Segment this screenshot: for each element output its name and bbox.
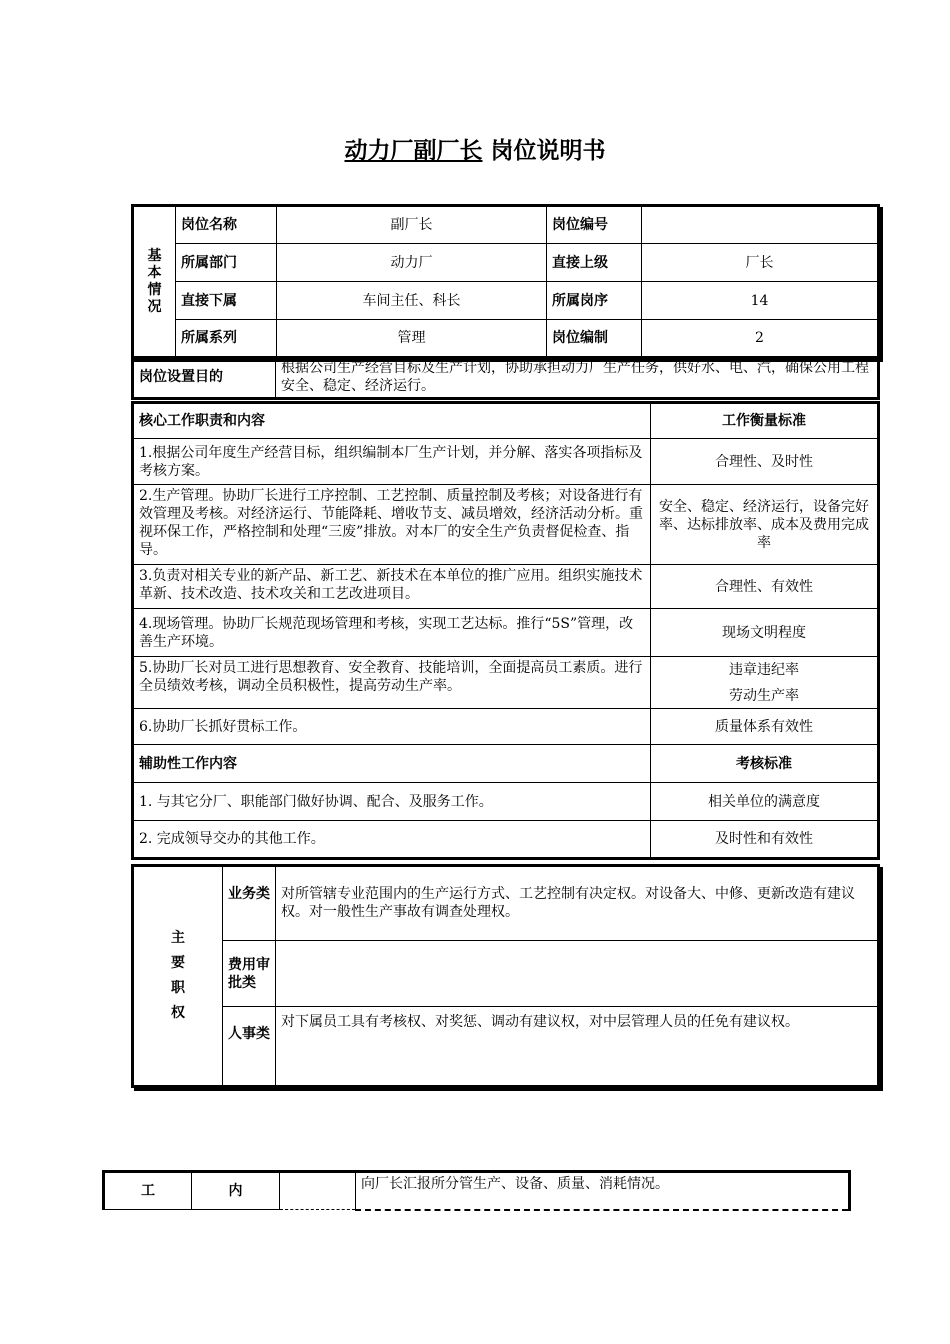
core-standard: 合理性、有效性: [651, 565, 879, 609]
reporting-table: [102, 1170, 851, 1211]
core-item: 5.协助厂长对员工进行思想教育、安全教育、技能培训，全面提高员工素质。进行全员绩效考核，调动全员积极性，提高劳动生产率。: [133, 657, 651, 709]
bottom-cell: [280, 1172, 356, 1210]
field-label: 岗位编号: [547, 206, 642, 244]
field-label: 直接上级: [547, 244, 642, 282]
core-standard: 现场文明程度: [651, 609, 879, 657]
aux-standard: 及时性和有效性: [651, 821, 879, 859]
core-standard-pair: [651, 657, 879, 709]
authority-section-label: 主 要 职 权: [133, 866, 223, 1087]
field-label: 直接下属: [176, 282, 277, 320]
basic-section-label: 基 本 情 况: [133, 206, 176, 358]
title-suffix: 岗位说明书: [490, 138, 606, 164]
core-standard-header: 工作衡量标准: [651, 403, 879, 439]
authority-table: [131, 864, 880, 1088]
field-value: [642, 206, 879, 244]
core-item: 4.现场管理。协助厂长规范现场管理和考核，实现工艺达标。推行“5S”管理，改善生产环境。: [133, 609, 651, 657]
title-main: 动力厂副厂长: [344, 138, 483, 164]
authority-label: 费用审批类: [223, 941, 276, 1007]
aux-standard: 相关单位的满意度: [651, 783, 879, 821]
duties-table: [131, 401, 880, 860]
field-label: 岗位名称: [176, 206, 277, 244]
purpose-label: 岗位设置目的: [133, 357, 276, 399]
field-label: 所属部门: [176, 244, 277, 282]
aux-item: 2. 完成领导交办的其他工作。: [133, 821, 651, 859]
core-header: 核心工作职责和内容: [133, 403, 651, 439]
core-standard: 违章违纪率: [729, 661, 799, 678]
core-standard: 合理性、及时性: [651, 439, 879, 485]
field-value: 2: [642, 320, 879, 358]
aux-header: 辅助性工作内容: [133, 745, 651, 783]
core-item: 2.生产管理。协助厂长进行工序控制、工艺控制、质量控制及考核；对设备进行有效管理及考核。对经济运行、节能降耗、增收节支、减员增效，经济活动分析。重视环保工作，严格控制和处理“三废”排放。对本厂的安全生产负责督促检查、指导。: [133, 485, 651, 565]
purpose-text: 根据公司生产经营目标及生产计划，协助承担动力厂生产任务，供好水、电、汽，确保公用工程安全、稳定、经济运行。: [276, 357, 879, 399]
core-item: 3.负责对相关专业的新产品、新工艺、新技术在本单位的推广应用。组织实施技术革新、技术改造、技术攻关和工艺改进项目。: [133, 565, 651, 609]
core-standard: 劳动生产率: [729, 687, 799, 704]
core-standard: 安全、稳定、经济运行，设备完好率、达标排放率、成本及费用完成率: [651, 485, 879, 565]
field-value: 动力厂: [277, 244, 547, 282]
authority-label: 业务类: [223, 866, 276, 941]
core-standard: 质量体系有效性: [651, 709, 879, 745]
core-item: 6.协助厂长抓好贯标工作。: [133, 709, 651, 745]
purpose-table: [131, 356, 880, 400]
bottom-cell: 内: [192, 1172, 280, 1210]
field-value: 车间主任、科长: [277, 282, 547, 320]
basic-info-table: [131, 204, 880, 359]
authority-text: 对所管辖专业范围内的生产运行方式、工艺控制有决定权。对设备大、中修、更新改造有建议权。对一般性生产事故有调查处理权。: [276, 866, 879, 941]
field-label: 所属系列: [176, 320, 277, 358]
field-value: 14: [642, 282, 879, 320]
field-value: 副厂长: [277, 206, 547, 244]
authority-label: 人事类: [223, 1007, 276, 1087]
page-title: [0, 132, 950, 165]
bottom-cell: 工: [104, 1172, 192, 1210]
aux-standard-header: 考核标准: [651, 745, 879, 783]
authority-text: 对下属员工具有考核权、对奖惩、调动有建议权，对中层管理人员的任免有建议权。: [276, 1007, 879, 1087]
reporting-text: 向厂长汇报所分管生产、设备、质量、消耗情况。: [356, 1172, 850, 1210]
aux-item: 1. 与其它分厂、职能部门做好协调、配合、及服务工作。: [133, 783, 651, 821]
field-label: 岗位编制: [547, 320, 642, 358]
authority-text: [276, 941, 879, 1007]
field-value: 管理: [277, 320, 547, 358]
field-label: 所属岗序: [547, 282, 642, 320]
core-item: 1.根据公司年度生产经营目标，组织编制本厂生产计划，并分解、落实各项指标及考核方案。: [133, 439, 651, 485]
field-value: 厂长: [642, 244, 879, 282]
